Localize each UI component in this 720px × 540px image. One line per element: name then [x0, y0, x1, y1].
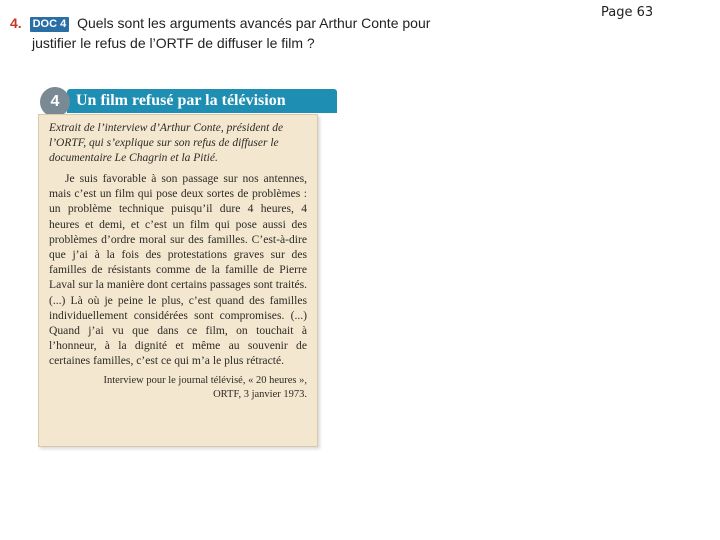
question-text-line-1: Quels sont les arguments avancés par Arthur Conte pour	[77, 15, 431, 31]
page-number: Page 63	[601, 5, 654, 20]
question-number: 4.	[10, 15, 22, 31]
document-number-badge: 4	[40, 87, 70, 117]
document-intro: Extrait de l’interview d’Arthur Conte, président de l’ORTF, qui s’explique sur son refus de diffuser le documentaire Le Chagrin et la Pitié.	[49, 122, 284, 164]
document-source	[49, 374, 307, 402]
document-source-line-2: ORTF, 3 janvier 1973.	[213, 388, 307, 400]
document-header	[38, 87, 318, 114]
document-title: Un film refusé par la télévision	[76, 92, 286, 109]
doc-badge: DOC 4	[30, 17, 70, 32]
question	[10, 13, 450, 53]
document-quote: Je suis favorable à son passage sur nos antennes, mais c’est un film qui pose deux sortes de problèmes : un problème technique puisqu’il dure 4 heures, 4 heures et demi, et c’est un film qui pose aussi des problèmes d’ordre moral sur des familles. C’est-à-dire que j’ai à la fois des protestations graves sur des familles de résistants comme de la famille de Pierre Laval sur la manière dont certains passages sont traités. (...) Là où je peine le plus, c’est quand des familles individuellement considérées sont compromises. (...) Quand j’ai vu que dans ce film, on touchait à l’honneur, à la dignité et même au souvenir de certaines familles, c’est ce qui m’a le plus rétracté.	[49, 172, 307, 368]
document-box	[38, 87, 318, 447]
document-source-line-1: Interview pour le journal télévisé, « 20 heures »,	[103, 374, 307, 386]
question-text-line-2: justifier le refus de l’ORTF de diffuser le film ?	[32, 35, 315, 51]
document-body	[38, 114, 318, 447]
